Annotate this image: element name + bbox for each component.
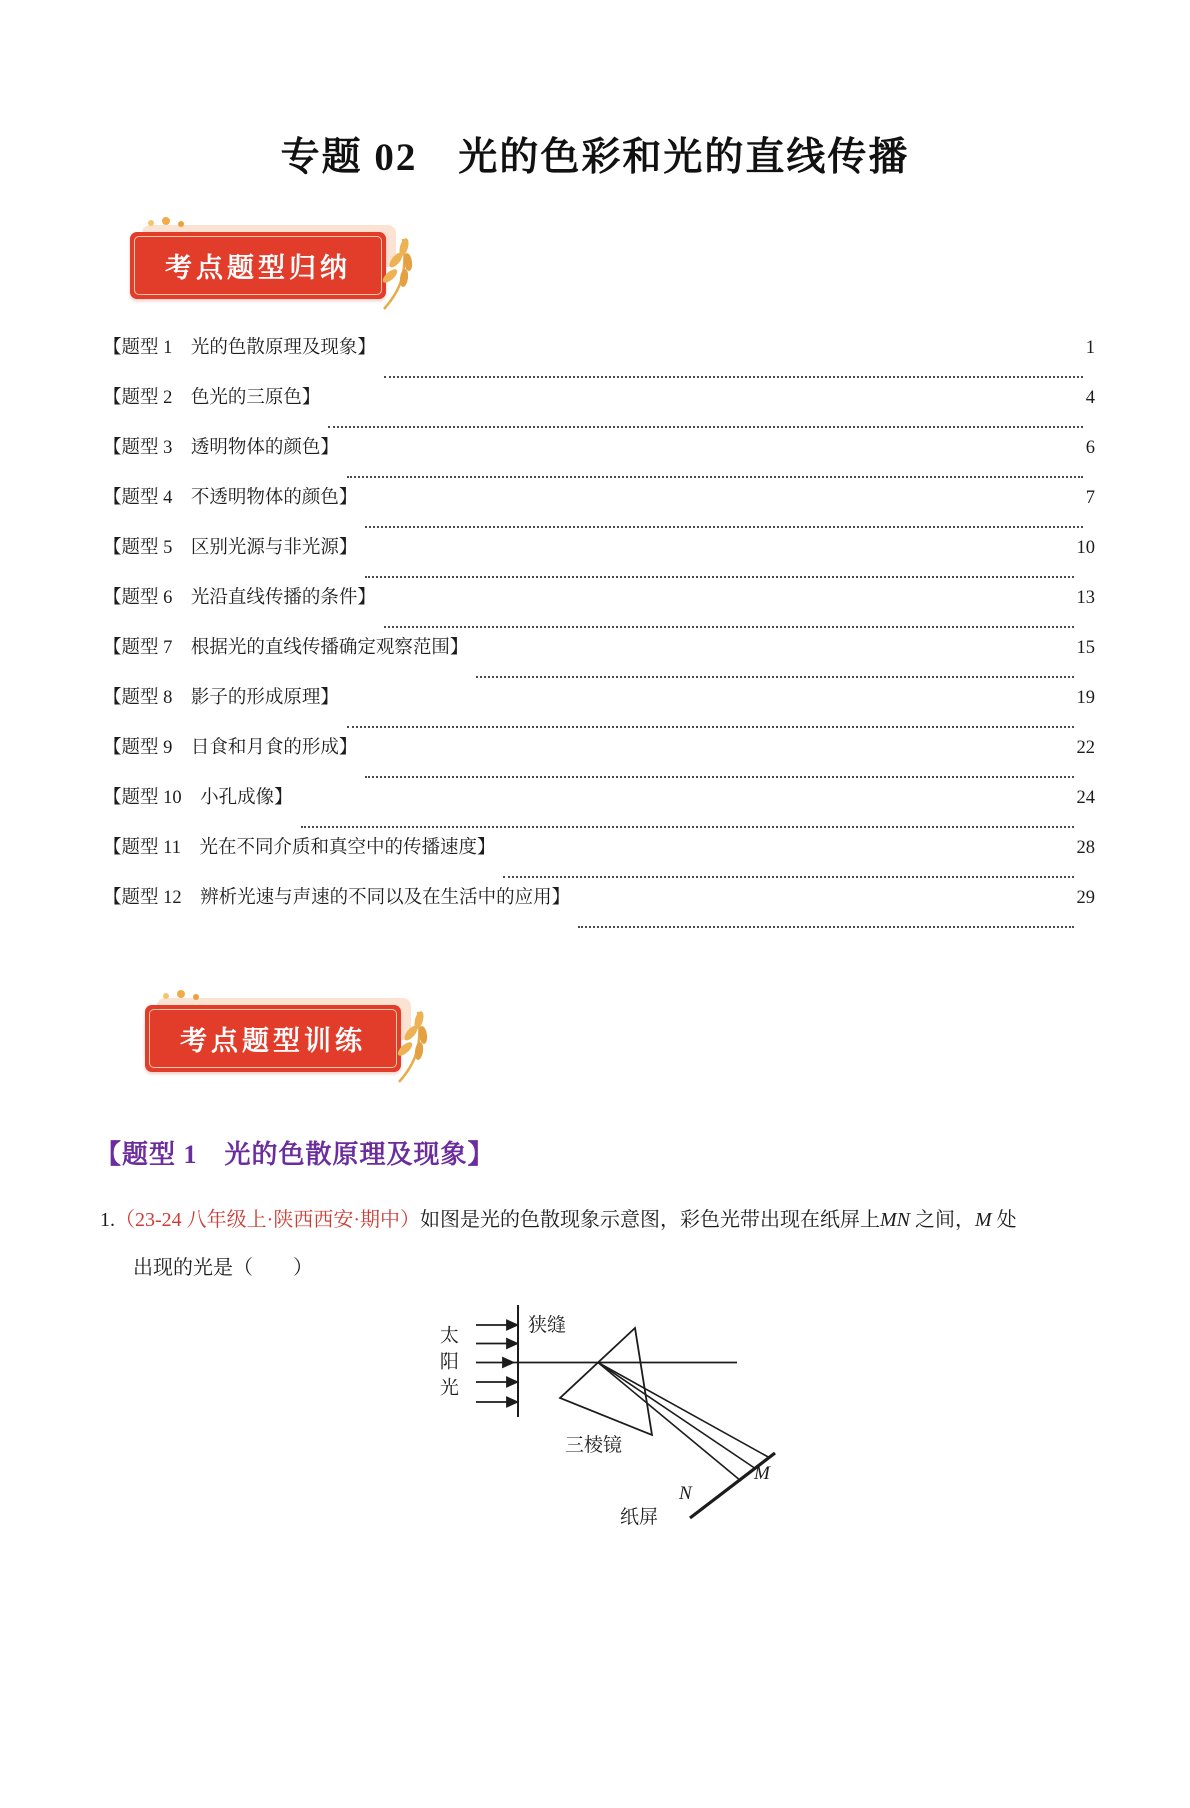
toc-row bbox=[103, 783, 1095, 833]
question-text-part2: 之间， bbox=[910, 1209, 975, 1231]
dot-leader bbox=[578, 926, 1073, 928]
badge-label: 考点题型归纳 bbox=[134, 236, 382, 295]
toc-page-number: 10 bbox=[1076, 538, 1095, 558]
screen-label: 纸屏 bbox=[620, 1507, 659, 1528]
toc-section-badge bbox=[130, 232, 386, 299]
question-text-line1 bbox=[100, 1205, 1095, 1235]
decor-dot bbox=[163, 993, 169, 999]
decor-dot bbox=[193, 994, 199, 1000]
toc-row bbox=[103, 883, 1095, 933]
question-source-term: 23-24 bbox=[135, 1209, 182, 1231]
decor-dot bbox=[148, 220, 154, 226]
table-of-contents bbox=[103, 333, 1095, 933]
decor-dot bbox=[177, 990, 185, 998]
dot-leader bbox=[347, 476, 1083, 478]
toc-row bbox=[103, 583, 1095, 633]
question-1 bbox=[100, 1205, 1095, 1283]
toc-row bbox=[103, 433, 1095, 483]
dot-leader bbox=[365, 776, 1073, 778]
toc-entry-label: 【题型 4 不透明物体的颜色】 bbox=[103, 488, 358, 508]
dot-leader bbox=[328, 426, 1082, 428]
point-n-label: N bbox=[679, 1483, 692, 1504]
toc-row bbox=[103, 633, 1095, 683]
dot-leader bbox=[476, 676, 1073, 678]
toc-row bbox=[103, 333, 1095, 383]
question-text-line2: 出现的光是（ ） bbox=[133, 1257, 313, 1279]
toc-page-number: 15 bbox=[1076, 638, 1095, 658]
point-m-label: M bbox=[754, 1463, 770, 1484]
dispersion-diagram bbox=[390, 1295, 810, 1543]
toc-entry-label: 【题型 1 光的色散原理及现象】 bbox=[103, 338, 376, 358]
toc-page-number: 28 bbox=[1076, 838, 1095, 858]
badge-red-box bbox=[130, 232, 386, 299]
wheat-icon bbox=[376, 233, 420, 313]
badge-label: 考点题型训练 bbox=[149, 1009, 397, 1068]
toc-entry-label: 【题型 10 小孔成像】 bbox=[103, 788, 293, 808]
dot-leader bbox=[384, 626, 1074, 628]
dot-leader bbox=[347, 726, 1074, 728]
wheat-icon bbox=[391, 1006, 435, 1086]
question-text-part1: 如图是光的色散现象示意图，彩色光带出现在纸屏上 bbox=[420, 1209, 880, 1231]
badge-red-box bbox=[145, 1005, 401, 1072]
toc-entry-label: 【题型 2 色光的三原色】 bbox=[103, 388, 321, 408]
toc-entry-label: 【题型 9 日食和月食的形成】 bbox=[103, 738, 358, 758]
prism-label: 三棱镜 bbox=[565, 1435, 623, 1456]
toc-row bbox=[103, 683, 1095, 733]
question-number: 1. bbox=[100, 1209, 115, 1231]
toc-row bbox=[103, 733, 1095, 783]
slit-label: 狭缝 bbox=[528, 1315, 567, 1336]
dot-leader bbox=[503, 876, 1073, 878]
toc-entry-label: 【题型 11 光在不同介质和真空中的传播速度】 bbox=[103, 838, 496, 858]
dot-leader bbox=[301, 826, 1074, 828]
decor-dot bbox=[178, 221, 184, 227]
dot-leader bbox=[365, 526, 1082, 528]
question-source-rest: 八年级上·陕西西安·期中） bbox=[181, 1209, 420, 1231]
dot-leader bbox=[365, 576, 1073, 578]
toc-page-number: 13 bbox=[1076, 588, 1095, 608]
topic-1-heading: 【题型 1 光的色散原理及现象】 bbox=[95, 1140, 495, 1169]
toc-row bbox=[103, 533, 1095, 583]
toc-entry-label: 【题型 3 透明物体的颜色】 bbox=[103, 438, 339, 458]
toc-page-number: 22 bbox=[1076, 738, 1095, 758]
question-source-open: （ bbox=[115, 1209, 135, 1231]
toc-row bbox=[103, 483, 1095, 533]
label-m: M bbox=[975, 1209, 992, 1231]
toc-entry-label: 【题型 6 光沿直线传播的条件】 bbox=[103, 588, 376, 608]
toc-row bbox=[103, 833, 1095, 883]
training-section-badge bbox=[145, 1005, 401, 1072]
decor-dot bbox=[162, 217, 170, 225]
toc-entry-label: 【题型 8 影子的形成原理】 bbox=[103, 688, 339, 708]
toc-page-number: 4 bbox=[1085, 388, 1095, 408]
toc-entry-label: 【题型 7 根据光的直线传播确定观察范围】 bbox=[103, 638, 469, 658]
toc-page-number: 6 bbox=[1085, 438, 1095, 458]
toc-page-number: 7 bbox=[1085, 488, 1095, 508]
toc-page-number: 24 bbox=[1076, 788, 1095, 808]
toc-entry-label: 【题型 5 区别光源与非光源】 bbox=[103, 538, 358, 558]
label-mn: MN bbox=[880, 1209, 910, 1231]
toc-entry-label: 【题型 12 辨析光速与声速的不同以及在生活中的应用】 bbox=[103, 888, 571, 908]
page-title: 专题 02 光的色彩和光的直线传播 bbox=[280, 136, 910, 179]
toc-row bbox=[103, 383, 1095, 433]
toc-page-number: 1 bbox=[1085, 338, 1095, 358]
question-text-part3: 处 bbox=[991, 1209, 1017, 1231]
sunlight-label: 太阳光 bbox=[436, 1325, 458, 1403]
toc-page-number: 19 bbox=[1076, 688, 1095, 708]
toc-page-number: 29 bbox=[1076, 888, 1095, 908]
dot-leader bbox=[384, 376, 1083, 378]
